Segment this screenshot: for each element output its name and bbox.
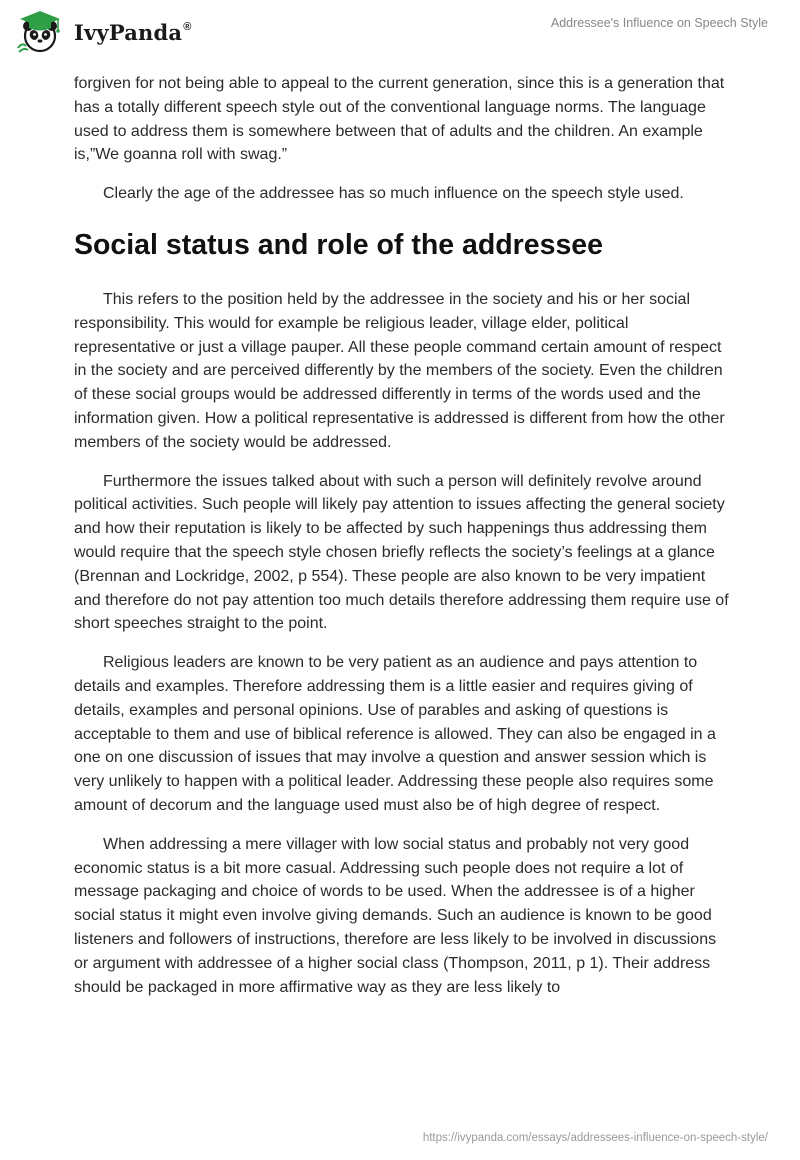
paragraph: Furthermore the issues talked about with such a person will definitely revolve around political activities. Such people will likely pay attention to issues affecting the general society and how their reputation is likely to be affected by such happenings thus addressing them would require that the speech style chosen briefly reflects the society’s feelings at a glance (Brennan and Lockridge, 2002, p 554). These people are also known to be very impatient and therefore do not pay attention too much details therefore addressing them require use of short speeches straight to the point. [74,472,729,633]
section-heading: Social status and role of the addressee [74,228,604,261]
ivypanda-logo[interactable] [14,8,192,54]
panda-graduation-cap-icon [14,8,66,54]
paragraph: When addressing a mere villager with low social status and probably not very good economic status is a bit more casual. Addressing such people does not require a lot of message packaging and choice of words to be used. When the addressee is of a higher social status it might even involve giving demands. Such an audience is known to be good listeners and followers of instructions, therefore are less likely to be involved in discussions or argument with addressee of a higher social class (Thompson, 2011, p 1). Their address should be packaged in more affirmative way as they are less likely to [74,835,717,996]
brand-name: IvyPanda® [74,19,192,45]
page-header [0,0,800,66]
source-url[interactable]: https://ivypanda.com/essays/addressees-influence-on-speech-style/ [422,1132,768,1144]
paragraph: forgiven for not being able to appeal to the current generation, since this is a generation that has a totally different speech style out of the conventional language norms. The language used to address them is somewhere between that of adults and the children. An example is,”We goanna roll with swag.” [74,75,725,164]
paragraph: Clearly the age of the addressee has so much influence on the speech style used. [103,185,684,203]
document-title: Addressee's Influence on Speech Style [550,16,768,30]
paragraph: Religious leaders are known to be very patient as an audience and pays attention to details and examples. Therefore addressing them is a little easier and requires giving of details, examples and personal opinions. Use of parables and asking of questions is acceptable to them and use of biblical reference is allowed. They can also be engaged in a one on one discussion of issues that may involve a question and answer session which is very unlikely to happen with a political leader. Addressing these people also requires some amount of decorum and the language used must also be of high degree of respect. [74,654,716,814]
paragraph: This refers to the position held by the addressee in the society and his or her social responsibility. This would for example be religious leader, village elder, political representative or just a village pauper. All these people command certain amount of respect in the society and are perceived differently by the members of the society. Even the children of these social groups would be addressed differently in terms of the words used and the information given. How a political representative is addressed is different from how the other members of the society would be addressed. [74,290,725,451]
essay-body [74,72,734,1014]
